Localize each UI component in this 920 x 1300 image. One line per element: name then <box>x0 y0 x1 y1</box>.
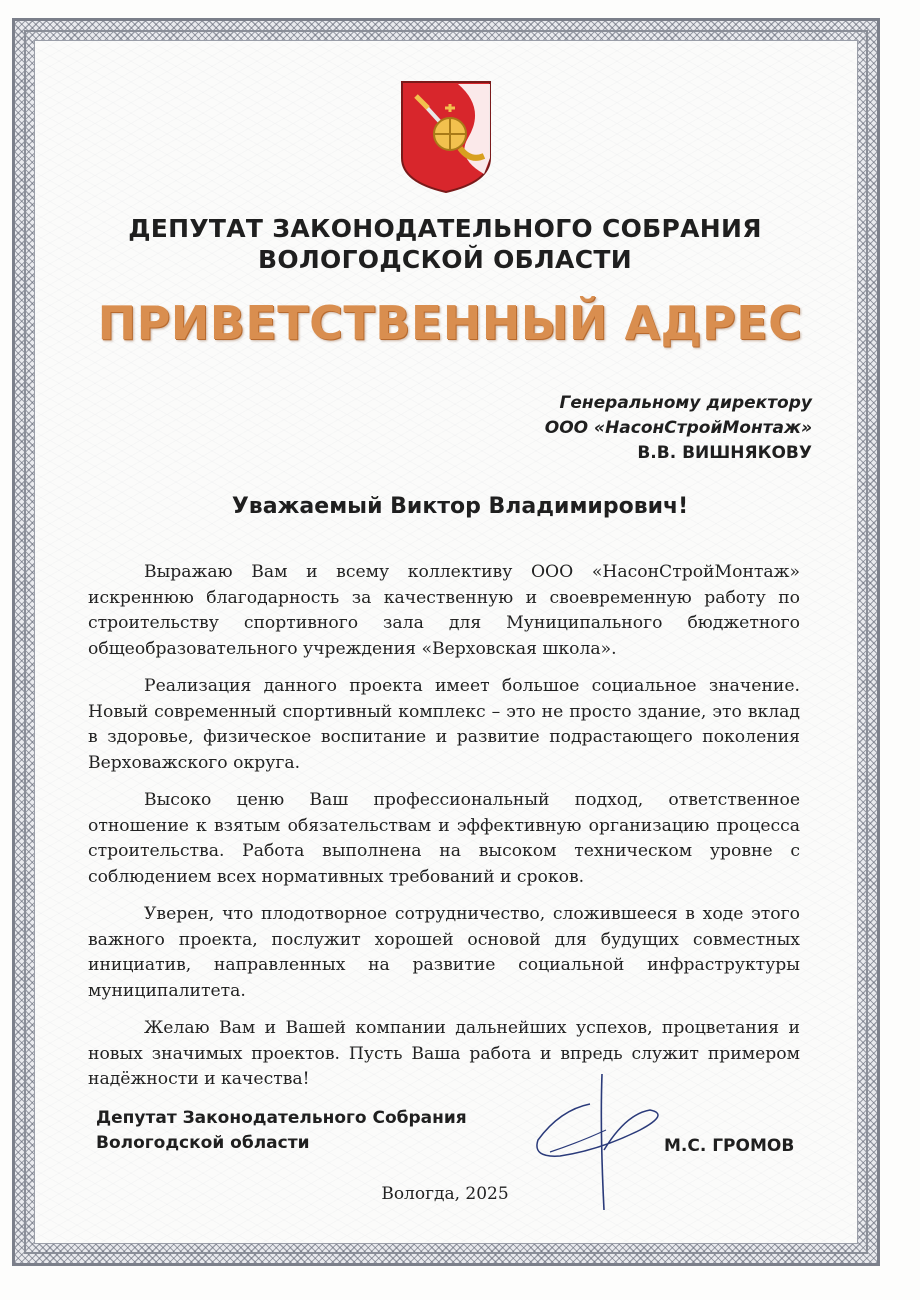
paragraph: Выражаю Вам и всему коллективу ООО «НасонСтройМонтаж» искреннюю благодарность за качественную и своевременную работу по строительству спортивного зала для Муниципального бюджетного общеобразовательного учреждения «Верховская школа». <box>88 562 800 659</box>
signer-role-line-2: Вологодской области <box>96 1133 310 1153</box>
signer-role <box>96 1106 467 1156</box>
addressee-company: ООО «НасонСтройМонтаж» <box>544 418 812 438</box>
signer-name: М.С. ГРОМОВ <box>664 1136 795 1156</box>
document-title: ПРИВЕТСТВЕННЫЙ АДРЕС <box>97 296 803 350</box>
paragraph: Желаю Вам и Вашей компании дальнейших успехов, процветания и новых значимых проектов. Пусть Ваша работа и впредь служит примером надёжности и качества! <box>88 1018 800 1089</box>
vologda-coat-of-arms-icon <box>398 78 494 196</box>
addressee-name: В.В. ВИШНЯКОВУ <box>637 443 812 463</box>
paragraph: Высоко ценю Ваш профессиональный подход, ответственное отношение к взятым обязательствам и эффективную организацию процесса строительства. Работа выполнена на высоком техническом уровне с соблюдением всех нормативных требований и сроков. <box>88 790 800 887</box>
header-line-1: ДЕПУТАТ ЗАКОНОДАТЕЛЬНОГО СОБРАНИЯ <box>128 214 762 243</box>
letter-body <box>88 560 800 1105</box>
addressee-position: Генеральному директору <box>559 393 812 413</box>
place-and-year: Вологда, 2025 <box>381 1184 509 1204</box>
paragraph: Уверен, что плодотворное сотрудничество, сложившееся в ходе этого важного проекта, послужит хорошей основой для будущих совместных инициатив, направленных на развитие социальной инфраструктуры муниципалитета. <box>88 904 800 1001</box>
header-line-2: ВОЛОГОДСКОЙ ОБЛАСТИ <box>258 245 632 274</box>
greeting: Уважаемый Виктор Владимирович! <box>231 494 689 519</box>
signer-role-line-1: Депутат Законодательного Собрания <box>96 1108 467 1128</box>
paragraph: Реализация данного проекта имеет большое социальное значение. Новый современный спортивный комплекс – это не просто здание, это вклад в здоровье, физическое воспитание и развитие подрастающего поколения Верховажского округа. <box>88 676 800 773</box>
